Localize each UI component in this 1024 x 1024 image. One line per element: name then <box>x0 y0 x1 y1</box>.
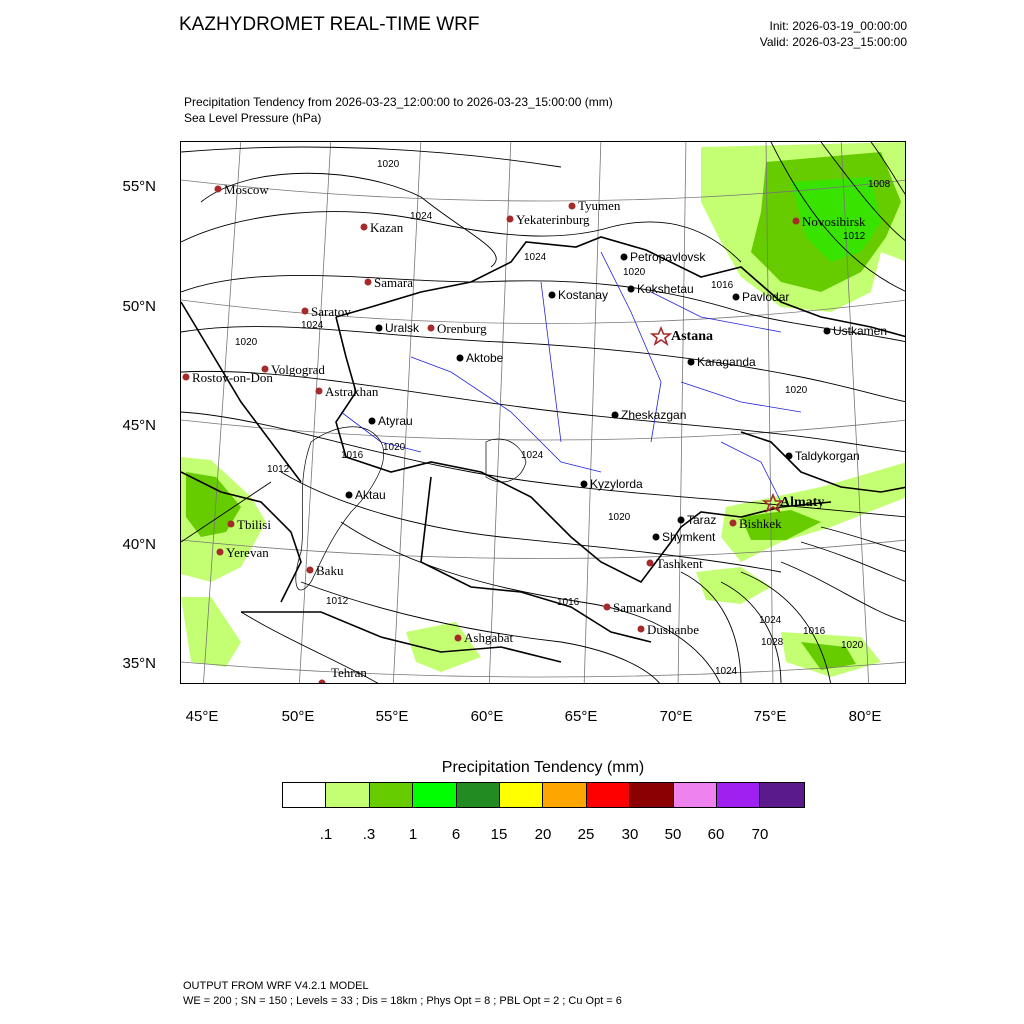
legend-swatch <box>587 783 630 807</box>
lat-label-55n: 55°N <box>122 178 156 195</box>
isobar-label: 1012 <box>326 596 349 607</box>
city-dot-taraz <box>678 517 685 524</box>
lat-label-50n: 50°N <box>122 298 156 315</box>
precip-area-pamir <box>696 567 771 604</box>
city-label-orenburg: Orenburg <box>437 321 487 336</box>
isobar-label: 1020 <box>841 640 864 651</box>
init-time: Init: 2026-03-19_00:00:00 <box>769 19 907 33</box>
city-label-taraz: Taraz <box>687 513 717 527</box>
lon-label-75e: 75°E <box>753 708 787 725</box>
city-dot-yerevan <box>217 549 224 556</box>
legend-tick: 70 <box>751 826 769 843</box>
city-dot-uralsk <box>376 325 383 332</box>
city-label-aktobe: Aktobe <box>466 351 504 365</box>
city-dot-aktau <box>346 492 353 499</box>
city-label-yerevan: Yerevan <box>226 545 269 560</box>
city-dot-baku <box>307 567 314 574</box>
legend-tick: 6 <box>451 826 461 843</box>
city-dot-ustkamen <box>824 328 831 335</box>
isobar-label: 1024 <box>410 211 433 222</box>
model-footer: OUTPUT FROM WRF V4.2.1 MODEL <box>183 980 369 992</box>
precip-area-iran <box>181 597 241 667</box>
isobar-label: 1020 <box>235 337 258 348</box>
legend-title: Precipitation Tendency (mm) <box>441 759 645 776</box>
city-label-tashkent: Tashkent <box>656 556 703 571</box>
city-dot-tyumen <box>569 203 576 210</box>
city-dot-pavlodar <box>733 294 740 301</box>
city-label-petropavlovsk: Petropavlovsk <box>630 250 706 264</box>
isobar-label: 1024 <box>301 320 324 331</box>
isobar-label: 1024 <box>521 450 544 461</box>
isobar-label: 1024 <box>524 252 547 263</box>
lat-label-45n: 45°N <box>122 417 156 434</box>
isobar-label: 1020 <box>785 385 808 396</box>
city-dot-orenburg <box>428 325 435 332</box>
city-dot-atyrau <box>369 418 376 425</box>
city-dot-kyzylorda <box>581 481 588 488</box>
city-dot-astrakhan <box>316 388 323 395</box>
map-canvas <box>181 142 906 684</box>
city-label-novosibirsk: Novosibirsk <box>802 214 866 229</box>
city-dot-kazan <box>361 224 368 231</box>
city-label-kostanay: Kostanay <box>558 288 609 302</box>
legend-swatch <box>457 783 500 807</box>
isobar-label: 1024 <box>715 666 738 677</box>
city-dot-saratov <box>302 308 309 315</box>
legend-tick: 1 <box>408 826 418 843</box>
city-label-shymkent: Shymkent <box>662 530 716 544</box>
city-dot-kostanay <box>549 292 556 299</box>
city-label-bishkek: Bishkek <box>739 516 782 531</box>
isobar-label: 1028 <box>761 637 784 648</box>
model-config-footer: WE = 200 ; SN = 150 ; Levels = 33 ; Dis = 18km ; Phys Opt = 8 ; PBL Opt = 2 ; Cu Opt = 6 <box>183 995 622 1007</box>
isobar-label: 1012 <box>267 464 290 475</box>
city-label-tbilisi: Tbilisi <box>237 517 271 532</box>
map-panel <box>180 141 906 684</box>
city-dot-yekaterinburg <box>507 216 514 223</box>
city-label-tyumen: Tyumen <box>578 198 621 213</box>
city-dot-shymkent <box>653 534 660 541</box>
city-label-kyzylorda: Kyzylorda <box>590 477 643 491</box>
city-label-zheskazgan: Zheskazgan <box>621 408 687 422</box>
legend-swatch <box>760 783 803 807</box>
city-label-tehran: Tehran <box>331 665 367 680</box>
city-dot-ashgabat <box>455 635 462 642</box>
legend-swatch <box>326 783 369 807</box>
city-dot-samara <box>365 279 372 286</box>
city-label-karaganda: Karaganda <box>697 355 756 369</box>
legend-swatch <box>717 783 760 807</box>
lon-label-70e: 70°E <box>659 708 693 725</box>
city-label-baku: Baku <box>316 563 344 578</box>
city-dot-karaganda <box>688 359 695 366</box>
legend-tick: 30 <box>621 826 639 843</box>
legend-swatch <box>413 783 456 807</box>
city-label-yekaterinburg: Yekaterinburg <box>516 212 590 227</box>
isobar-label: 1020 <box>383 442 406 453</box>
city-label-samarkand: Samarkand <box>613 600 672 615</box>
city-dot-aktobe <box>457 355 464 362</box>
isobar-label: 1016 <box>711 280 734 291</box>
city-label-ashgabat: Ashgabat <box>464 630 514 645</box>
city-label-rostov: Rostov-on-Don <box>192 370 273 385</box>
city-label-astana: Astana <box>671 329 714 344</box>
capital-star-astana <box>652 328 670 344</box>
isobar-label: 1020 <box>608 512 631 523</box>
lon-label-60e: 60°E <box>470 708 504 725</box>
legend-tick: 15 <box>490 826 508 843</box>
city-label-kokshetau: Kokshetau <box>637 282 694 296</box>
legend-tick: 50 <box>664 826 682 843</box>
lon-label-80e: 80°E <box>848 708 882 725</box>
city-dot-samarkand <box>604 604 611 611</box>
city-label-saratov: Saratov <box>311 304 351 319</box>
city-dot-novosibirsk <box>793 218 800 225</box>
city-label-astrakhan: Astrakhan <box>325 384 379 399</box>
city-label-volgograd: Volgograd <box>271 362 325 377</box>
city-label-aktau: Aktau <box>355 488 386 502</box>
city-label-kazan: Kazan <box>370 220 404 235</box>
legend-tick: .1 <box>319 826 333 843</box>
city-label-atyrau: Atyrau <box>378 414 413 428</box>
city-label-pavlodar: Pavlodar <box>742 290 790 304</box>
isobar-label: 1016 <box>341 450 364 461</box>
page-title: KAZHYDROMET REAL-TIME WRF <box>179 14 480 35</box>
lon-label-65e: 65°E <box>564 708 598 725</box>
lon-label-50e: 50°E <box>281 708 315 725</box>
field-subtitle-slp: Sea Level Pressure (hPa) <box>184 111 322 125</box>
lat-label-35n: 35°N <box>122 655 156 672</box>
isobar-label: 1016 <box>557 597 580 608</box>
isobar-label: 1008 <box>868 179 891 190</box>
city-dot-zheskazgan <box>612 412 619 419</box>
city-label-moscow: Moscow <box>224 182 269 197</box>
field-subtitle-precip: Precipitation Tendency from 2026-03-23_12:00:00 to 2026-03-23_15:00:00 (mm) <box>184 95 613 109</box>
city-dot-bishkek <box>730 520 737 527</box>
city-dot-kokshetau <box>628 286 635 293</box>
city-dot-petropavlovsk <box>621 254 628 261</box>
lon-label-45e: 45°E <box>185 708 219 725</box>
isobar-label: 1016 <box>803 626 826 637</box>
valid-time: Valid: 2026-03-23_15:00:00 <box>759 35 907 49</box>
lon-label-55e: 55°E <box>375 708 409 725</box>
isobar-label: 1024 <box>759 615 782 626</box>
caspian-west-border <box>181 302 301 482</box>
legend-swatch <box>370 783 413 807</box>
isobar-label: 1012 <box>843 231 866 242</box>
legend-tick: 60 <box>707 826 725 843</box>
legend-swatch <box>543 783 586 807</box>
legend-swatch <box>500 783 543 807</box>
city-dot-tbilisi <box>228 521 235 528</box>
legend-swatch <box>283 783 326 807</box>
city-label-samara: Samara <box>374 275 413 290</box>
legend-swatch <box>630 783 673 807</box>
legend-colorbar <box>282 782 805 808</box>
legend-tick: 20 <box>534 826 552 843</box>
city-label-dushanbe: Dushanbe <box>647 622 699 637</box>
city-dot-dushanbe <box>638 626 645 633</box>
isobar-label: 1020 <box>623 267 646 278</box>
city-label-taldykorgan: Taldykorgan <box>795 449 860 463</box>
lat-label-40n: 40°N <box>122 536 156 553</box>
legend-swatch <box>674 783 717 807</box>
isobar-label: 1020 <box>377 159 400 170</box>
city-label-almaty: Almaty <box>780 495 825 510</box>
city-dot-tashkent <box>647 560 654 567</box>
city-label-ustkamen: Ustkamen <box>833 324 888 338</box>
city-dot-rostov <box>183 374 190 381</box>
legend-tick: .3 <box>362 826 376 843</box>
legend-tick: 25 <box>577 826 595 843</box>
city-label-uralsk: Uralsk <box>385 321 420 335</box>
city-dot-tehran <box>319 680 326 685</box>
city-dot-moscow <box>215 186 222 193</box>
city-dot-taldykorgan <box>786 453 793 460</box>
